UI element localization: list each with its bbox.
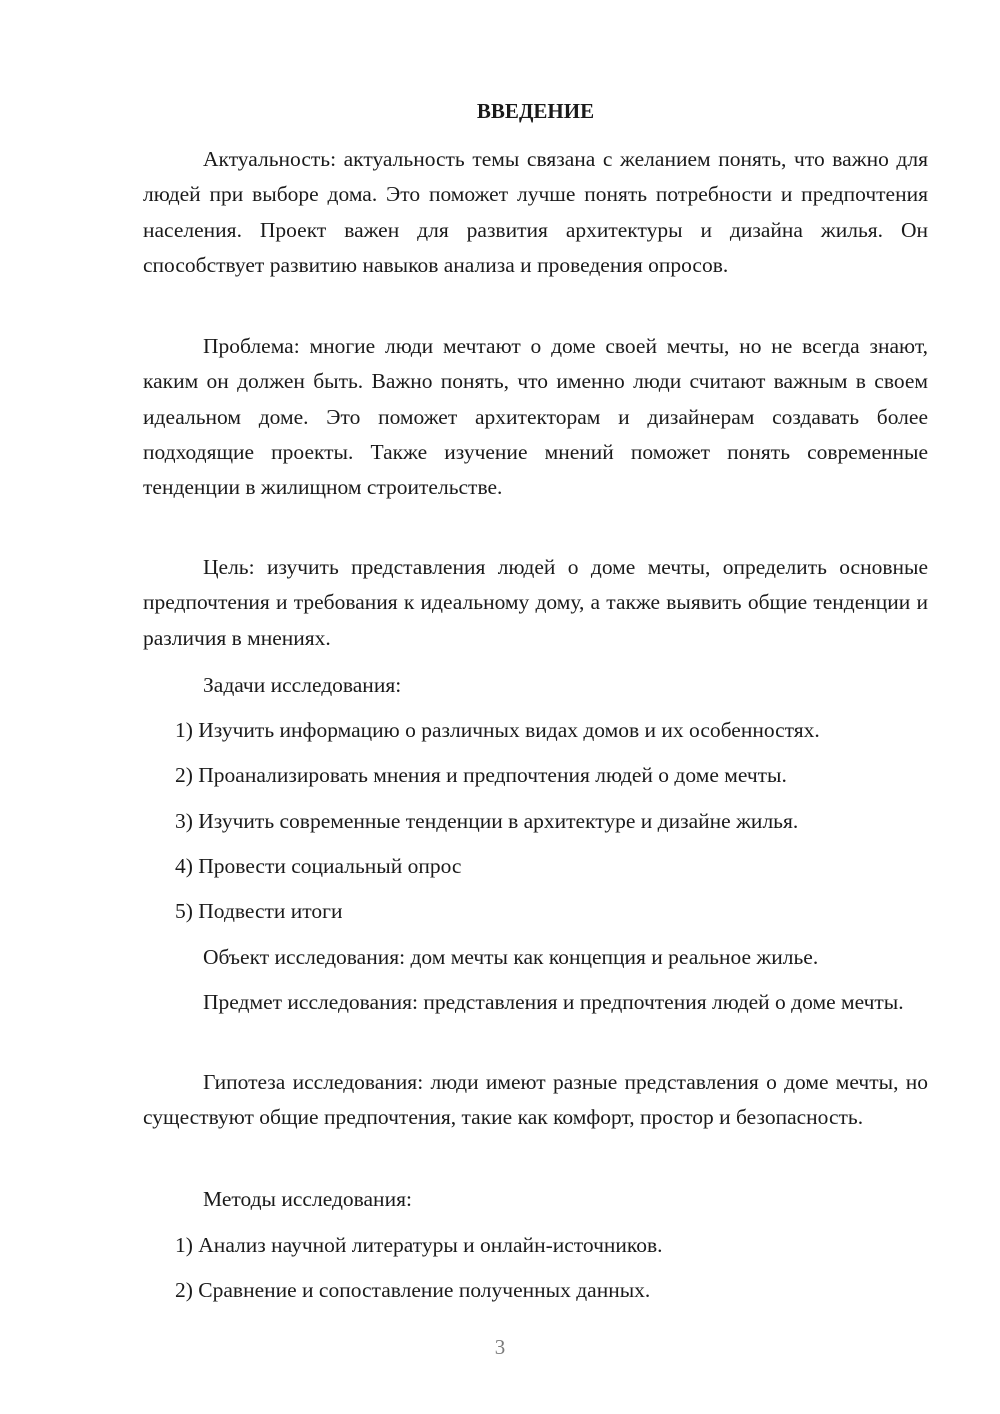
goal-paragraph: Цель: изучить представления людей о доме мечты, определить основные предпочтения и требования к идеальному дому, а также выявить общие тенденции и различия в мнениях. <box>143 555 928 650</box>
task-item: 2) Проанализировать мнения и предпочтения людей о доме мечты. <box>175 763 787 787</box>
relevance-paragraph: Актуальность: актуальность темы связана с желанием понять, что важно для людей при выборе дома. Это поможет лучше понять потребности и предпочтения населения. Проект важен для развития архитектуры и дизайна жилья. Он способствует развитию навыков анализа и проведения опросов. <box>143 147 928 277</box>
task-item: 4) Провести социальный опрос <box>175 854 462 878</box>
object-line: Объект исследования: дом мечты как концепция и реальное жилье. <box>203 945 819 969</box>
page-number: 3 <box>494 1335 506 1359</box>
task-item: 1) Изучить информацию о различных видах домов и их особенностях. <box>175 718 820 742</box>
section-heading: ВВЕДЕНИЕ <box>476 99 595 123</box>
tasks-title: Задачи исследования: <box>203 673 402 697</box>
methods-title: Методы исследования: <box>203 1187 412 1211</box>
task-item: 3) Изучить современные тенденции в архитектуре и дизайне жилья. <box>175 809 799 833</box>
method-item: 1) Анализ научной литературы и онлайн-источников. <box>175 1233 663 1257</box>
problem-paragraph: Проблема: многие люди мечтают о доме своей мечты, но не всегда знают, каким он должен быть. Важно понять, что именно люди считают важным в своем идеальном доме. Это поможет архитекторам и дизайнерам создавать более подходящие проекты. Также изучение мнений поможет понять современные тенденции в жилищном строительстве. <box>143 334 928 500</box>
hypothesis-paragraph: Гипотеза исследования: люди имеют разные представления о доме мечты, но существуют общие предпочтения, такие как комфорт, простор и безопасность. <box>143 1070 928 1130</box>
subject-paragraph: Предмет исследования: представления и предпочтения людей о доме мечты. <box>203 990 904 1014</box>
task-item: 5) Подвести итоги <box>175 899 343 923</box>
method-item: 2) Сравнение и сопоставление полученных данных. <box>175 1278 651 1302</box>
